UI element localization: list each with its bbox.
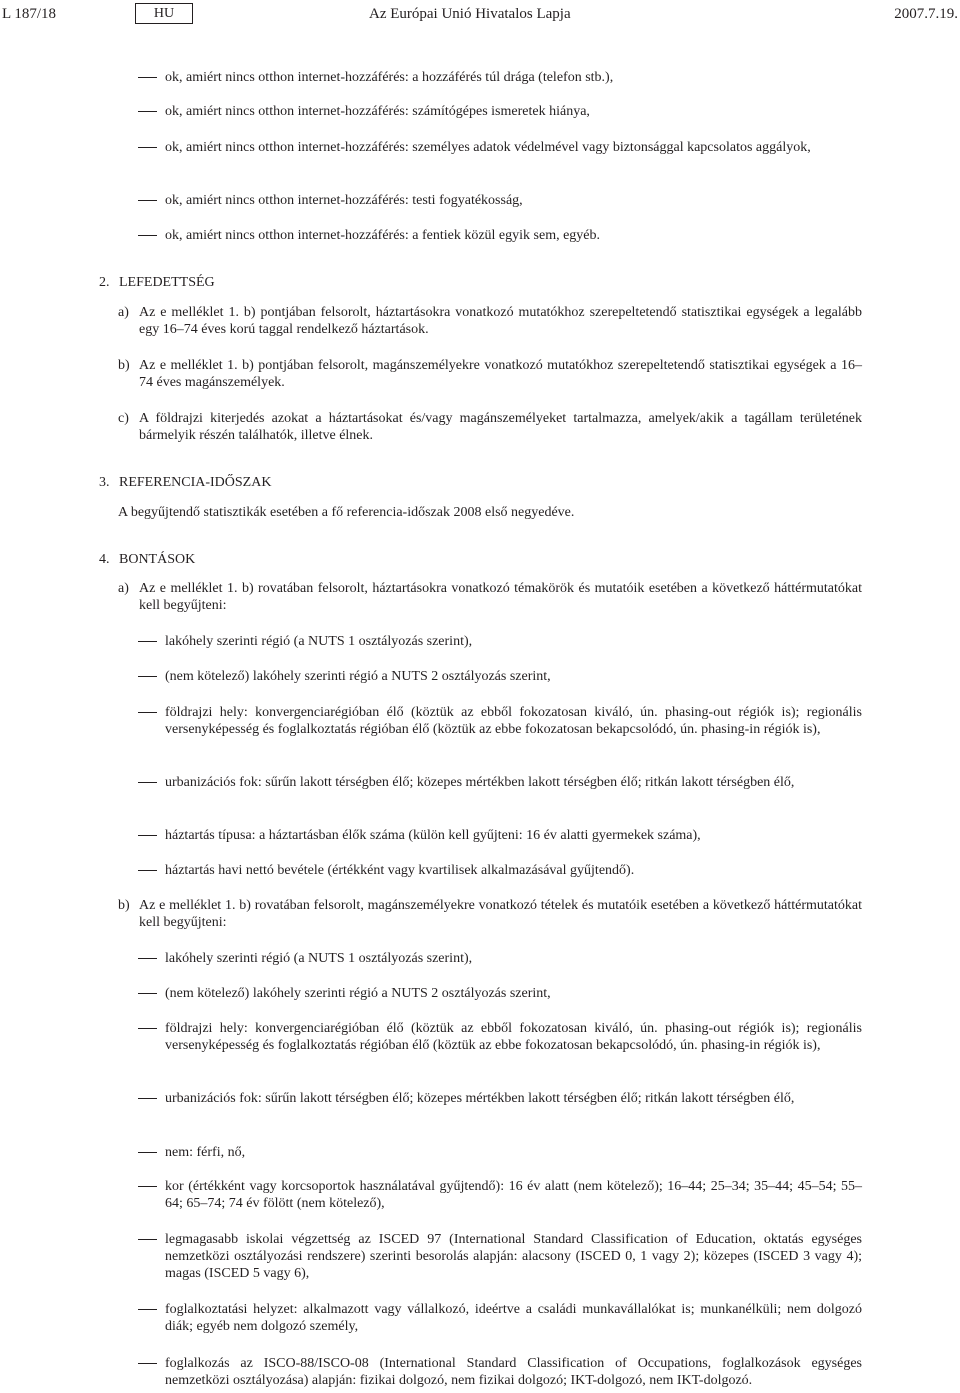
breakdowns-item-b: b) Az e melléklet 1. b) rovatában felsorolt, magánszemélyekre vonatkozó tételek és mutatóik esetében a következő háttérmutatókat kell begyűjteni: xyxy=(118,898,862,930)
list-item: foglalkozás az ISCO-88/ISCO-08 (International Standard Classification of Occupations, foglalkozások egységes nemzetközi osztályozása) alapján: fizikai dolgozó, nem fizikai dolgozó; IKT-dolgozó, nem IKT-dolgozó. xyxy=(138,1355,862,1389)
section-heading-coverage: 2. LEFEDETTSÉG xyxy=(99,275,215,290)
reference-period-text: A begyűjtendő statisztikák esetében a fő referencia-időszak 2008 első negyedéve. xyxy=(118,505,575,520)
list-item: ok, amiért nincs otthon internet-hozzáférés: testi fogyatékosság, xyxy=(138,192,862,209)
list-item: nem: férfi, nő, xyxy=(138,1144,862,1161)
list-item: legmagasabb iskolai végzettség az ISCED 97 (International Standard Classification of Education, oktatás egységes nemzetközi osztályozási rendszere) szerinti besorolás alapján: alacsony (ISCED 0, 1 vagy 2); közepes (ISCED 3 vagy 4); magas (ISCED 5 vagy 6), xyxy=(138,1231,862,1282)
list-item: földrajzi hely: konvergenciarégióban élő (köztük az ebből fokozatosan kiváló, ún. phasing-out régiók is); regionális versenyképesség és foglalkoztatás régióban élő (köztük az ebbe fokozatosan bekapcsolódó, ún. phasing-in régiók is), xyxy=(138,1020,862,1054)
list-item: kor (értékként vagy korcsoportok használatával gyűjtendő): 16 év alatt (nem kötelező); 16–44; 25–34; 35–44; 45–54; 55–64; 65–74; 74 év fölött (nem kötelező), xyxy=(138,1178,862,1212)
journal-title: Az Európai Unió Hivatalos Lapja xyxy=(369,6,571,22)
coverage-item-a: a) Az e melléklet 1. b) pontjában felsorolt, háztartásokra vonatkozó mutatókhoz szerepeltetendő statisztikai egységek a legalább egy 16–74 éves korú taggal rendelkező háztartások. xyxy=(118,305,862,337)
list-item: (nem kötelező) lakóhely szerinti régió a NUTS 2 osztályozás szerint, xyxy=(138,668,862,685)
coverage-item-c: c) A földrajzi kiterjedés azokat a háztartásokat és/vagy magánszemélyeket tartalmazza, amelyek/akik a tagállam területének bármelyik részén találhatók, illetve élnek. xyxy=(118,411,862,443)
language-code-box: HU xyxy=(135,3,193,24)
list-item: urbanizációs fok: sűrűn lakott térségben élő; közepes mértékben lakott térségben élő; ritkán lakott térségben élő, xyxy=(138,1090,862,1107)
breakdowns-item-a: a) Az e melléklet 1. b) rovatában felsorolt, háztartásokra vonatkozó témakörök és mutatóik esetében a következő háttérmutatókat kell begyűjteni: xyxy=(118,581,862,613)
list-item: ok, amiért nincs otthon internet-hozzáférés: számítógépes ismeretek hiánya, xyxy=(138,103,862,120)
list-item: (nem kötelező) lakóhely szerinti régió a NUTS 2 osztályozás szerint, xyxy=(138,985,862,1002)
page-reference: L 187/18 xyxy=(2,6,57,22)
list-item: földrajzi hely: konvergenciarégióban élő (köztük az ebből fokozatosan kiváló, ún. phasing-out régiók is); regionális versenyképesség és foglalkoztatás régióban élő (köztük az ebbe fokozatosan bekapcsolódó, ún. phasing-in régiók is), xyxy=(138,704,862,738)
section-heading-reference-period: 3. REFERENCIA-IDŐSZAK xyxy=(99,475,272,490)
list-item: ok, amiért nincs otthon internet-hozzáférés: személyes adatok védelmével vagy biztonsággal kapcsolatos aggályok, xyxy=(138,139,862,156)
section-heading-breakdowns: 4. BONTÁSOK xyxy=(99,552,196,567)
page-header xyxy=(0,6,960,26)
publication-date: 2007.7.19. xyxy=(894,6,958,22)
list-item: ok, amiért nincs otthon internet-hozzáférés: a fentiek közül egyik sem, egyéb. xyxy=(138,227,862,244)
coverage-item-b: b) Az e melléklet 1. b) pontjában felsorolt, magánszemélyekre vonatkozó mutatókhoz szerepeltetendő statisztikai egységek a 16–74 éves magánszemélyek. xyxy=(118,358,862,390)
list-item: ok, amiért nincs otthon internet-hozzáférés: a hozzáférés túl drága (telefon stb.), xyxy=(138,69,862,86)
list-item: lakóhely szerinti régió (a NUTS 1 osztályozás szerint), xyxy=(138,633,862,650)
list-item: foglalkoztatási helyzet: alkalmazott vagy vállalkozó, ideértve a családi munkavállalókat is; munkanélküli; nem dolgozó diák; egyéb nem dolgozó személy, xyxy=(138,1301,862,1335)
list-item: lakóhely szerinti régió (a NUTS 1 osztályozás szerint), xyxy=(138,950,862,967)
list-item: háztartás havi nettó bevétele (értékként vagy kvartilisek alkalmazásával gyűjtendő). xyxy=(138,862,862,879)
list-item: háztartás típusa: a háztartásban élők száma (külön kell gyűjteni: 16 év alatti gyermekek száma), xyxy=(138,827,862,844)
list-item: urbanizációs fok: sűrűn lakott térségben élő; közepes mértékben lakott térségben élő; ritkán lakott térségben élő, xyxy=(138,774,862,791)
